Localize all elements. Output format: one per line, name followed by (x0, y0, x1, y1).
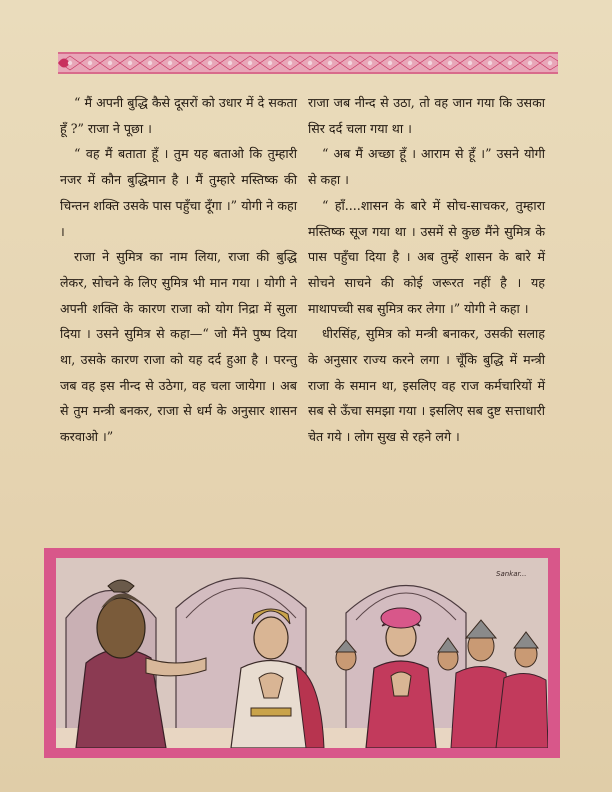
illustration-frame (44, 548, 560, 758)
right-text-column (308, 90, 545, 450)
court-scene-illustration (56, 558, 548, 748)
artist-signature: Sankar... (496, 570, 527, 578)
decorative-border-band (58, 52, 558, 74)
paragraph: “ मैं अपनी बुद्धि कैसे दूसरों को उधार में दे सकता हूँ ?” राजा ने पूछा । (60, 95, 297, 136)
paragraph: राजा ने सुमित्र का नाम लिया, राजा की बुद्धि लेकर, सोचने के लिए सुमित्र भी मान गया । योगी ने अपनी शक्ति के कारण राजा को योग निद्रा में सुला दिया । उसने सुमित्र से कहा—“ जो मैंने पुष्प दिया था, उसके कारण राजा को यह दर्द हुआ है । परन्तु जब वह इस नीन्द से उठेगा, वह चला जायेगा । अब से तुम मन्त्री बनकर, राजा से धर्म के अनुसार शासन करवाओ ।” (60, 249, 297, 445)
paragraph: धीरसिंह, सुमित्र को मन्त्री बनाकर, उसकी सलाह के अनुसार राज्य करने लगा । चूँकि बुद्धि में मन्त्री राजा के समान था, इसलिए वह राज कर्मचारियों में सब से ऊँचा समझा गया । इसलिए सब दुष्ट सत्ताधारी चेत गये । लोग सुख से रहने लगे । (308, 326, 545, 445)
left-text-column (60, 90, 297, 450)
paragraph: “ वह मैं बताता हूँ । तुम यह बताओ कि तुम्हारी नजर में कौन बुद्धिमान है । मैं तुम्हारे मस्तिष्क की चिन्तन शक्ति उसके पास पहुँचा दूँगा ।” योगी ने कहा । (60, 146, 297, 239)
paragraph: “ हाँ....शासन के बारे में सोच-साचकर, तुम्हारा मस्तिष्क सूज गया था । उसमें से कुछ मैंने सुमित्र के पास पहुँचा दिया है । अब तुम्हें शासन के बारे में सोचने साचने की कोई जरूरत नहीं है । यह माथापच्ची सब सुमित्र कर लेगा ।” योगी ने कहा । (308, 197, 545, 316)
paragraph: “ अब मैं अच्छा हूँ । आराम से हूँ ।” उसने योगी से कहा । (308, 146, 545, 188)
paragraph: राजा जब नीन्द से उठा, तो वह जान गया कि उसका सिर दर्द चला गया था । (308, 95, 545, 136)
